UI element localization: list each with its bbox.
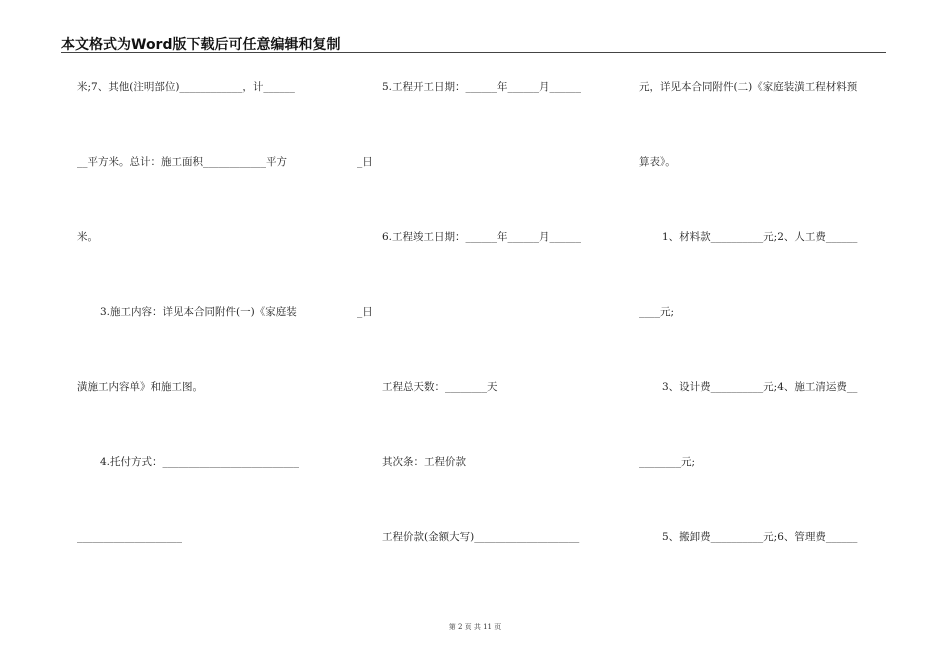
col3-line-3: 1、材料款__________元;2、人工费______ xyxy=(662,231,858,243)
col1-line-1: 米;7、其他(注明部位)____________，计______ xyxy=(77,81,295,93)
col1-line-6: 4.托付方式：__________________________ xyxy=(100,456,300,468)
col2-line-1: 5.工程开工日期：______年______月______ xyxy=(382,81,582,93)
col2-line-5: 工程总天数：________天 xyxy=(382,381,498,393)
col3-line-2: 算表》。 xyxy=(639,156,676,168)
header-divider xyxy=(61,52,886,53)
col2-line-6: 其次条：工程价款 xyxy=(382,456,466,468)
col2-line-7: 工程价款(金额大写)____________________ xyxy=(382,531,580,543)
col1-line-3: 米。 xyxy=(77,231,98,243)
col2-line-3: 6.工程竣工日期：______年______月______ xyxy=(382,231,582,243)
col1-line-5: 潢施工内容单》和施工图。 xyxy=(77,381,203,393)
col3-line-4: ____元; xyxy=(639,306,675,318)
col1-line-2: __平方米。总计：施工面积____________平方 xyxy=(77,156,287,168)
page-number-footer: 第 2 页 共 11 页 xyxy=(448,623,502,631)
col2-line-2: _日 xyxy=(357,156,373,168)
col1-line-7: ____________________ xyxy=(77,531,182,543)
col3-line-6: ________元; xyxy=(639,456,696,468)
col3-line-7: 5、搬卸费__________元;6、管理费______ xyxy=(662,531,858,543)
col3-line-1: 元，详见本合同附件(二)《家庭装潢工程材料预 xyxy=(639,81,858,93)
col1-line-4: 3.施工内容：详见本合同附件(一)《家庭装 xyxy=(100,306,297,318)
col2-line-4: _日 xyxy=(357,306,373,318)
col3-line-5: 3、设计费__________元;4、施工清运费__ xyxy=(662,381,858,393)
page-header-title: 本文格式为Word版下载后可任意编辑和复制 xyxy=(61,37,341,53)
